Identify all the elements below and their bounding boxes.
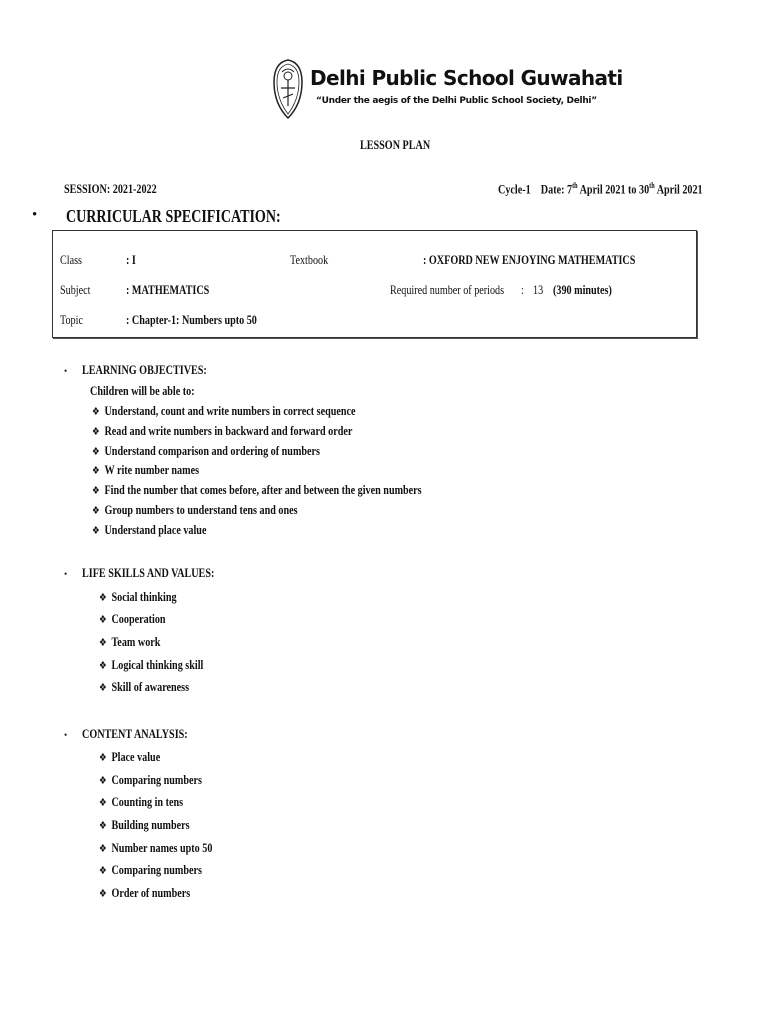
- list-item: ❖ Understand place value: [92, 522, 207, 537]
- list-item: ❖ Counting in tens: [99, 794, 184, 809]
- diamond-icon: ❖: [92, 505, 100, 517]
- list-item: ❖ Number names upto 50: [99, 840, 213, 855]
- school-logo-crest: [272, 58, 304, 120]
- school-name: Delhi Public School Guwahati: [310, 66, 623, 90]
- content-heading: CONTENT ANALYSIS:: [82, 726, 188, 741]
- bullet-icon: •: [32, 207, 38, 223]
- list-item: ❖ Cooperation: [99, 611, 166, 626]
- list-item: ❖ Skill of awareness: [99, 679, 190, 694]
- class-value: : I: [126, 252, 136, 267]
- objectives-heading: LEARNING OBJECTIVES:: [82, 362, 207, 377]
- list-item: ❖ Understand, count and write numbers in correct sequence: [92, 403, 356, 418]
- objectives-intro: Children will be able to:: [90, 383, 195, 398]
- subject-value: : MATHEMATICS: [126, 282, 210, 297]
- spec-heading: CURRICULAR SPECIFICATION:: [66, 206, 281, 226]
- topic-value: : Chapter-1: Numbers upto 50: [126, 312, 257, 327]
- diamond-icon: ❖: [99, 775, 107, 787]
- subject-label: Subject: [60, 282, 91, 297]
- list-item: ❖ Building numbers: [99, 817, 190, 832]
- list-item: ❖ Understand comparison and ordering of numbers: [92, 443, 320, 458]
- session-label: SESSION: 2021-2022: [64, 181, 157, 196]
- periods-label: Required number of periods: [390, 282, 505, 297]
- diamond-icon: ❖: [99, 797, 107, 809]
- list-item: ❖ Comparing numbers: [99, 772, 202, 787]
- bullet-icon: •: [64, 366, 68, 376]
- diamond-icon: ❖: [99, 752, 107, 764]
- class-label: Class: [60, 252, 82, 267]
- diamond-icon: ❖: [99, 820, 107, 832]
- diamond-icon: ❖: [99, 843, 107, 855]
- diamond-icon: ❖: [99, 592, 107, 604]
- list-item: ❖ Logical thinking skill: [99, 657, 204, 672]
- document-title: LESSON PLAN: [360, 137, 431, 152]
- cycle-date: Cycle-1 Date: 7th April 2021 to 30th April 2021: [498, 181, 703, 197]
- bullet-icon: •: [64, 730, 68, 740]
- list-item: ❖ W rite number names: [92, 462, 200, 477]
- periods-colon: :: [521, 282, 524, 297]
- diamond-icon: ❖: [92, 485, 100, 497]
- diamond-icon: ❖: [99, 614, 107, 626]
- textbook-value: : OXFORD NEW ENJOYING MATHEMATICS: [423, 252, 636, 267]
- list-item: ❖ Find the number that comes before, after and between the given numbers: [92, 482, 422, 497]
- diamond-icon: ❖: [99, 888, 107, 900]
- list-item: ❖ Social thinking: [99, 589, 177, 604]
- diamond-icon: ❖: [92, 446, 100, 458]
- periods-count: 13: [533, 282, 544, 297]
- cycle-label: Cycle-1: [498, 181, 531, 197]
- diamond-icon: ❖: [99, 660, 107, 672]
- diamond-icon: ❖: [92, 525, 100, 537]
- diamond-icon: ❖: [92, 426, 100, 438]
- list-item: ❖ Comparing numbers: [99, 862, 202, 877]
- topic-label: Topic: [60, 312, 83, 327]
- list-item: ❖ Place value: [99, 749, 161, 764]
- periods-minutes: (390 minutes): [553, 282, 612, 297]
- diamond-icon: ❖: [92, 465, 100, 477]
- list-item: ❖ Team work: [99, 634, 161, 649]
- diamond-icon: ❖: [99, 682, 107, 694]
- textbook-label: Textbook: [290, 252, 329, 267]
- diamond-icon: ❖: [99, 865, 107, 877]
- diamond-icon: ❖: [99, 637, 107, 649]
- list-item: ❖ Read and write numbers in backward and forward order: [92, 423, 353, 438]
- list-item: ❖ Order of numbers: [99, 885, 191, 900]
- bullet-icon: •: [64, 569, 68, 579]
- school-tagline: “Under the aegis of the Delhi Public School Society, Delhi”: [316, 96, 597, 106]
- diamond-icon: ❖: [92, 406, 100, 418]
- list-item: ❖ Group numbers to understand tens and ones: [92, 502, 298, 517]
- life-skills-heading: LIFE SKILLS AND VALUES:: [82, 565, 215, 580]
